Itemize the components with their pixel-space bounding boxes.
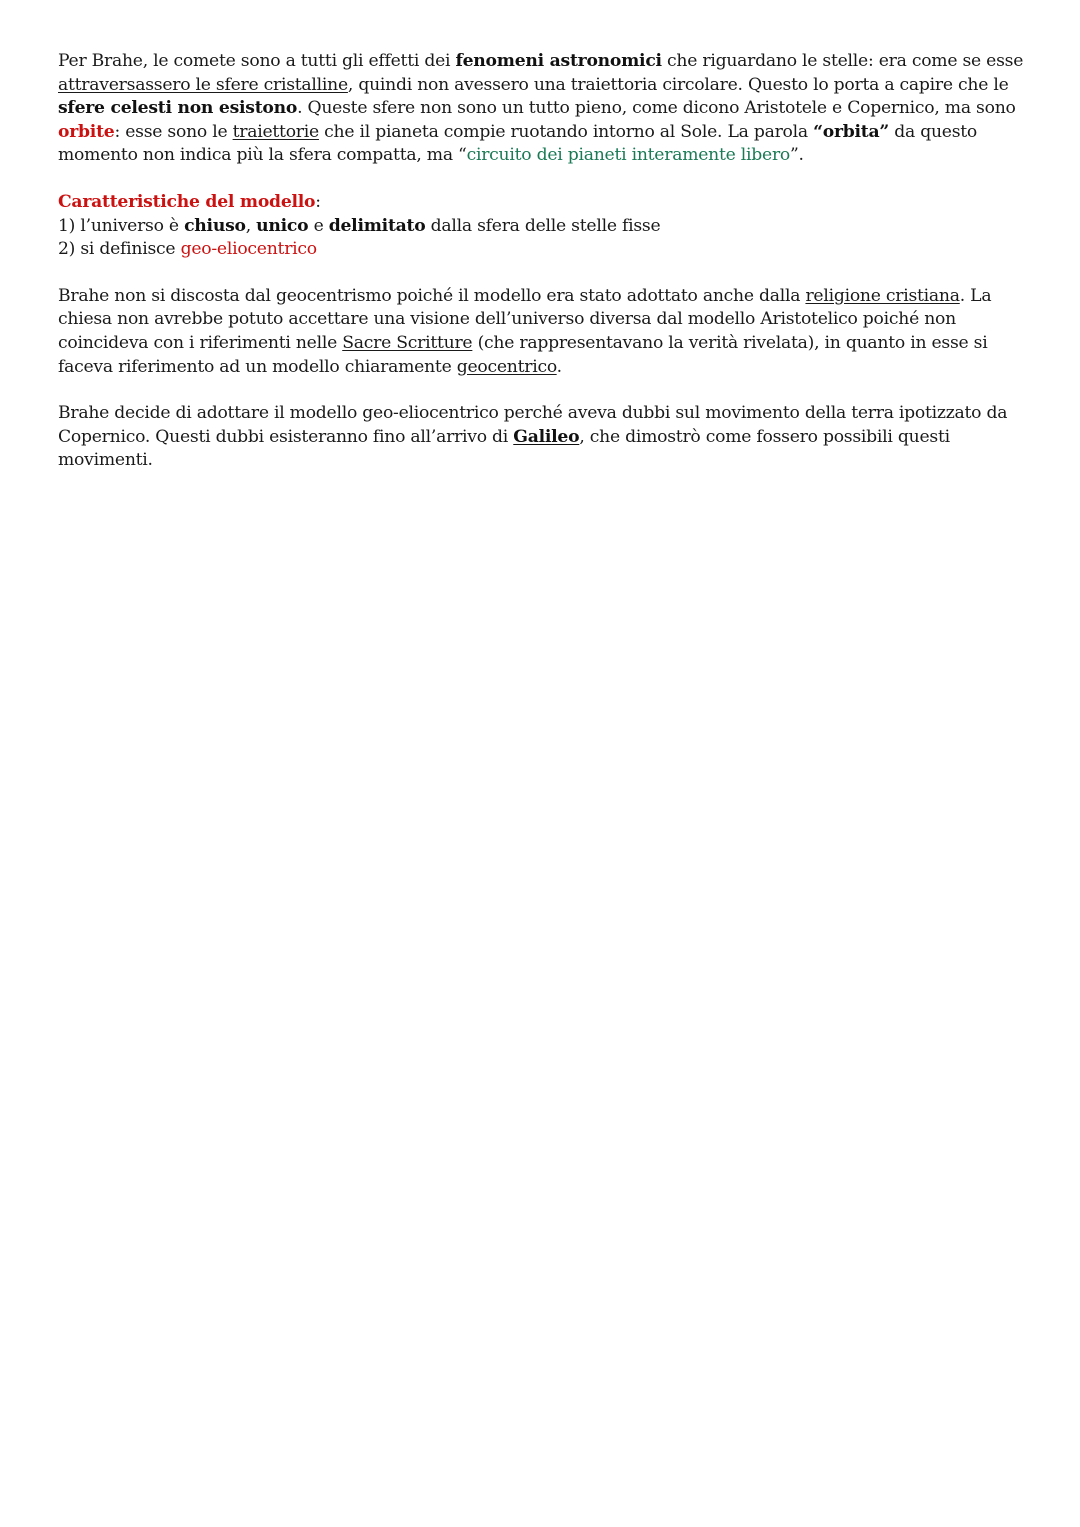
underlined-phrase-sacre-scritture: Sacre Scritture	[342, 332, 473, 353]
text-run: : esse sono le	[114, 121, 233, 142]
red-term-orbite: orbite	[58, 121, 115, 142]
underlined-term-traiettorie: traiettorie	[232, 121, 319, 142]
bold-term-delimitato: delimitato	[328, 215, 426, 236]
bold-term-chiuso: chiuso	[184, 215, 246, 236]
heading-colon: :	[315, 191, 321, 212]
text-run: 2) si definisce	[58, 239, 181, 260]
paragraph-geo-eliocentrico	[58, 402, 1024, 473]
text-run: Per Brahe, le comete sono a tutti gli effetti dei	[58, 51, 456, 71]
text-run: ,	[245, 215, 257, 236]
section-heading-line	[58, 191, 1024, 215]
green-definition-circuito: circuito dei pianeti interamente libero	[466, 145, 791, 166]
bold-term-unico: unico	[256, 215, 309, 236]
paragraph-comete	[58, 50, 1024, 168]
text-run: (che rappresentavano la verità rivelata), in quanto in esse si faceva riferimento ad un modello chiaramente	[58, 332, 988, 377]
text-run: 1) l’universo è	[58, 215, 185, 236]
text-run: che riguardano le stelle: era come se esse	[661, 51, 1024, 71]
underlined-phrase-religione-cristiana: religione cristiana	[805, 285, 960, 306]
list-item-1	[58, 215, 1024, 239]
text-run: che il pianeta compie ruotando intorno al Sole. La parola	[318, 121, 814, 142]
text-run: dalla sfera delle stelle fisse	[425, 215, 661, 236]
text-run: Brahe decide di adottare il modello geo-eliocentrico perché aveva dubbi sul movimento della terra ipotizzato da Copernico. Questi dubbi esisteranno fino all’arrivo di	[58, 403, 1008, 447]
list-item-2	[58, 238, 1024, 262]
underlined-phrase-sfere-cristalline: attraversassero le sfere cristalline	[58, 74, 348, 95]
text-run: . La chiesa non avrebbe potuto accettare una visione dell’universo diversa dal modello Aristotelico poiché non coincideva con i riferimenti nelle	[58, 285, 992, 353]
paragraph-geocentrismo	[58, 285, 1024, 379]
text-run: .	[556, 356, 562, 377]
text-run: , che dimostrò come fossero possibili questi movimenti.	[58, 426, 950, 471]
text-run: ”.	[790, 145, 804, 166]
bold-underlined-term-galileo: Galileo	[513, 426, 580, 447]
bold-term-sfere-celesti: sfere celesti non esistono	[58, 98, 298, 119]
section-heading: Caratteristiche del modello	[58, 191, 316, 212]
text-run: Brahe non si discosta dal geocentrismo poiché il modello era stato adottato anche dalla	[58, 285, 806, 306]
text-run: e	[308, 215, 329, 236]
red-term-geo-eliocentrico: geo-eliocentrico	[180, 239, 317, 260]
text-run: . Queste sfere non sono un tutto pieno, come dicono Aristotele e Copernico, ma sono	[297, 98, 1016, 119]
text-run: da questo momento non indica più la sfera compatta, ma “	[58, 121, 978, 166]
document-page	[58, 50, 1024, 496]
bold-term-orbita: “orbita”	[813, 121, 890, 142]
section-caratteristiche	[58, 191, 1024, 262]
bold-term-fenomeni-astronomici: fenomeni astronomici	[455, 51, 662, 71]
underlined-term-geocentrico: geocentrico	[456, 356, 557, 377]
text-run: , quindi non avessero una traiettoria circolare. Questo lo porta a capire che le	[347, 74, 1009, 95]
